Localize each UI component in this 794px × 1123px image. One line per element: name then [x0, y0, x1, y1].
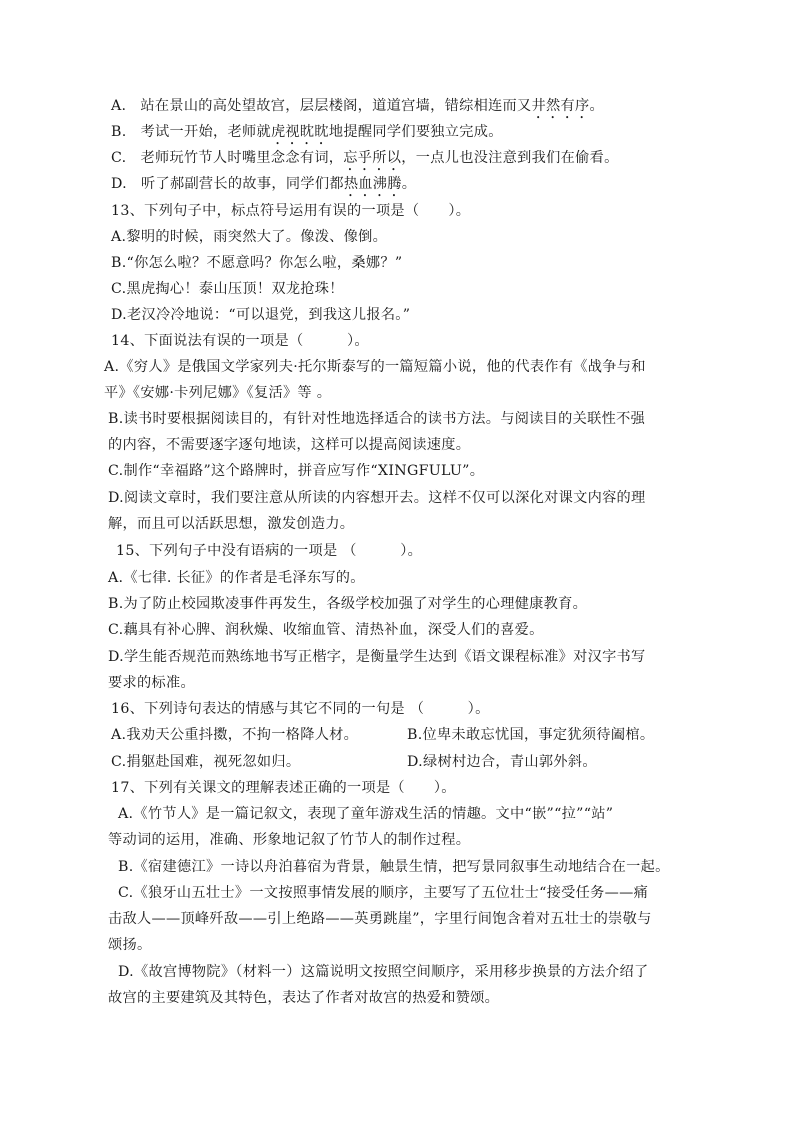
dotted-phrase: 虎视眈眈 [270, 124, 329, 140]
dotted-phrase: 忘乎所以 [343, 150, 402, 166]
q13-option-b: B.“你怎么啦？不愿意吗？你怎么啦，桑娜？” [111, 255, 403, 271]
q14-option-c: C.制作“幸福路”这个路牌时，拼音应写作“XINGFULU”。 [108, 463, 485, 479]
q17-option-c-line3: 颂扬。 [108, 937, 152, 953]
q15-option-d-line2: 要求的标准。 [108, 675, 195, 691]
option-text: 听了郝副营长的故事，同学们都 [140, 176, 344, 192]
q13-option-d: D.老汉冷冷地说：“可以退党，到我这儿报名。” [111, 307, 411, 323]
option-label: B. [111, 124, 127, 140]
q14-option-a-line1: A.《穷人》是俄国文学家列夫·托尔斯泰写的一篇短篇小说，他的代表作有《战争与和 [104, 359, 646, 375]
option-label: C. [111, 150, 127, 166]
dotted-phrase: 井然有序 [531, 98, 590, 114]
q17-option-a-line1: A.《竹节人》是一篇记叙文，表现了童年游戏生活的情趣。文中“嵌”“拉”“站” [118, 806, 614, 822]
q16-stem: 16、下列诗句表达的情感与其它不同的一句是 （ ）。 [111, 701, 490, 717]
option-text-end: 。 [401, 176, 417, 192]
q14-option-a-line2: 平》《安娜·卡列尼娜》《复活》等 。 [104, 385, 332, 401]
option-text-end: ，一点儿也没注意到我们在偷看。 [401, 150, 619, 166]
q17-option-c-line2: 击敌人——顶峰歼敌——引上绝路——英勇跳崖”，字里行间饱含着对五壮士的崇敬与 [108, 911, 652, 927]
q14-stem: 14、下面说法有误的一项是（ ）。 [111, 333, 369, 349]
option-text-end: 。 [589, 98, 604, 114]
option-text: 站在景山的高处望故宫，层层楼阁，道道宫墙，错综相连而又 [140, 98, 532, 114]
q15-option-b: B.为了防止校园欺凌事件再发生，各级学校加强了对学生的心理健康教育。 [108, 596, 588, 612]
q15-stem: 15、下列句子中没有语病的一项是 （ ）。 [116, 543, 423, 559]
option-label: A. [111, 98, 127, 114]
dotted-phrase: 热血沸腾 [343, 176, 402, 192]
q13-option-a: A.黎明的时候，雨突然大了。像泼、像倒。 [111, 229, 388, 245]
q17-stem: 17、下列有关课文的理解表述正确的一项是（ ）。 [111, 780, 456, 796]
q12-option-d [111, 174, 416, 200]
q14-option-b-line1: B.读书时要根据阅读目的，有针对性地选择适合的读书方法。与阅读目的关联性不强 [108, 411, 646, 427]
q14-option-b-line2: 的内容，不需要逐字逐句地读，这样可以提高阅读速度。 [108, 437, 471, 453]
q12-option-c [111, 148, 619, 174]
option-label: D. [111, 176, 127, 192]
q12-option-a [111, 96, 604, 122]
q13-option-c: C.黑虎掏心！泰山压顶！双龙抢珠！ [111, 281, 344, 297]
q15-option-c: C.藕具有补心脾、润秋燥、收缩血管、清热补血，深受人们的喜爱。 [108, 622, 544, 638]
q17-option-c-line1: C.《狼牙山五壮士》一文按照事情发展的顺序，主要写了五位壮士“接受任务——痛 [118, 885, 649, 901]
q15-option-d-line1: D.学生能否规范而熟练地书写正楷字，是衡量学生达到《语文课程标准》对汉字书写 [108, 649, 646, 665]
q13-stem: 13、下列句子中，标点符号运用有误的一项是（ ）。 [111, 203, 471, 219]
q14-option-d-line2: 解，而且可以活跃思想，激发创造力。 [108, 516, 355, 532]
q17-option-d-line1: D.《故宫博物院》（材料一）这篇说明文按照空间顺序，采用移步换景的方法介绍了 [118, 964, 649, 980]
q16-option-b: B.位卑未敢忘忧国，事定犹须待阖棺。 [407, 727, 655, 743]
q16-option-d: D.绿树村边合，青山郭外斜。 [407, 754, 597, 770]
option-text: 老师玩竹节人时嘴里念念有词， [140, 150, 344, 166]
option-text: 考试一开始，老师就 [140, 124, 271, 140]
q16-option-a: A.我劝天公重抖擞，不拘一格降人材。 [111, 727, 359, 743]
option-text-end: 地提醒同学们要独立完成。 [328, 124, 503, 140]
q16-option-c: C.捐躯赴国难，视死忽如归。 [111, 754, 301, 770]
q14-option-d-line1: D.阅读文章时，我们要注意从所读的内容想开去。这样不仅可以深化对课文内容的理 [108, 490, 646, 506]
q17-option-d-line2: 故宫的主要建筑及其特色，表达了作者对故宫的热爱和赞颂。 [108, 990, 500, 1006]
q17-option-b: B.《宿建德江》一诗以舟泊暮宿为背景，触景生情，把写景同叙事生动地结合在一起。 [118, 859, 670, 875]
q17-option-a-line2: 等动词的运用，准确、形象地记叙了竹节人的制作过程。 [108, 832, 471, 848]
q12-option-b [111, 122, 503, 148]
q15-option-a: A.《七律. 长征》的作者是毛泽东写的。 [108, 570, 365, 586]
